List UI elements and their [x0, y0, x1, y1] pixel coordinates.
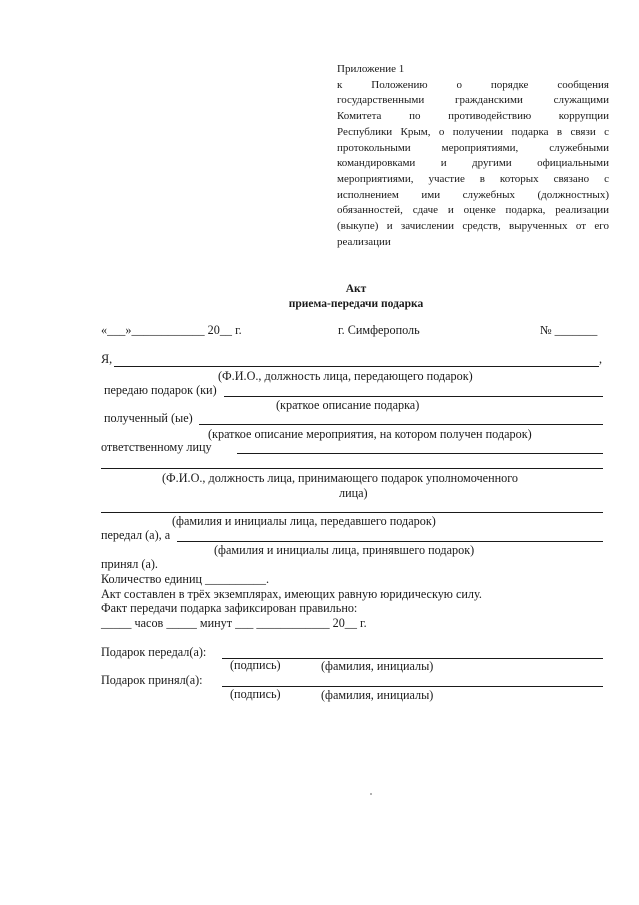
- ya-label: Я,: [101, 352, 113, 366]
- caption-name: (фамилия, инициалы): [321, 688, 434, 702]
- appendix-line: обязанностей, сдаче и оценке подарка, реализации: [337, 204, 609, 217]
- time-field: _____ часов _____ минут ___ ____________ 20__ г.: [101, 616, 367, 630]
- appendix-line: мероприятиями, участие в которых связано с: [337, 172, 609, 185]
- caption-name-receiver: (фамилия и инициалы лица, принявшего подарок): [214, 543, 475, 557]
- appendix-line: (выкупе) и зачислении средств, вырученных от его: [337, 220, 609, 233]
- ya-comma: ,: [599, 352, 603, 366]
- fact-text: Факт передачи подарка зафиксирован правильно:: [101, 601, 358, 615]
- document-subtitle: приема-передачи подарка: [288, 298, 424, 310]
- appendix-line: исполнением ими служебных (должностных): [337, 188, 609, 201]
- scan-speck: [370, 793, 372, 795]
- copies-text: Акт составлен в трёх экземплярах, имеющих равную юридическую силу.: [101, 587, 482, 601]
- gave-a-label: передал (а), а: [101, 528, 171, 542]
- date-field: «___»____________ 20__ г.: [101, 323, 242, 337]
- transfer-gift-label: передаю подарок (ки): [104, 383, 217, 397]
- number-field: № _______: [540, 323, 598, 337]
- caption-signature: (подпись): [230, 687, 281, 701]
- received-label: полученный (ые): [104, 411, 193, 425]
- responsible-line: [237, 453, 603, 454]
- gift-line: [224, 396, 603, 397]
- gift-accepted-label: Подарок принял(а):: [101, 673, 203, 687]
- appendix-line: государственными гражданскими служащими: [337, 94, 609, 107]
- caption-fio-receiver-end: лица): [339, 486, 368, 500]
- appendix-line: Приложение 1: [337, 63, 405, 75]
- accepted-label: принял (а).: [101, 557, 158, 571]
- appendix-line: протокольными мероприятиями, служебными: [337, 141, 609, 154]
- appendix-line: реализации: [337, 235, 391, 248]
- to-responsible-label: ответственному лицу: [101, 440, 212, 454]
- appendix-line: командировками и другими официальными: [337, 157, 609, 170]
- caption-signature: (подпись): [230, 658, 281, 672]
- received-line: [199, 424, 603, 425]
- quantity-label: Количество единиц __________.: [101, 572, 270, 586]
- fio-giver-line: [114, 366, 599, 367]
- caption-gift-desc: (краткое описание подарка): [276, 398, 420, 412]
- appendix-line: Республики Крым, о получении подарка в связи с: [337, 125, 609, 138]
- caption-name-giver: (фамилия и инициалы лица, передавшего подарок): [172, 514, 436, 528]
- appendix-line: Комитета по противодействию коррупции: [337, 110, 609, 123]
- caption-name: (фамилия, инициалы): [321, 659, 434, 673]
- appendix-block: [337, 62, 609, 250]
- caption-event-desc: (краткое описание мероприятия, на котором получен подарок): [208, 427, 532, 441]
- receiver-name-line: [177, 541, 603, 542]
- giver-name-line: [101, 512, 603, 513]
- gift-gave-label: Подарок передал(а):: [101, 645, 207, 659]
- responsible-line-2: [101, 468, 603, 469]
- caption-fio-giver: (Ф.И.О., должность лица, передающего подарок): [218, 369, 473, 383]
- caption-fio-receiver: (Ф.И.О., должность лица, принимающего подарок уполномоченного: [162, 471, 519, 485]
- appendix-line: к Положению о порядке сообщения: [337, 78, 609, 91]
- city-label: г. Симферополь: [338, 323, 420, 337]
- document-title: Акт: [345, 283, 367, 295]
